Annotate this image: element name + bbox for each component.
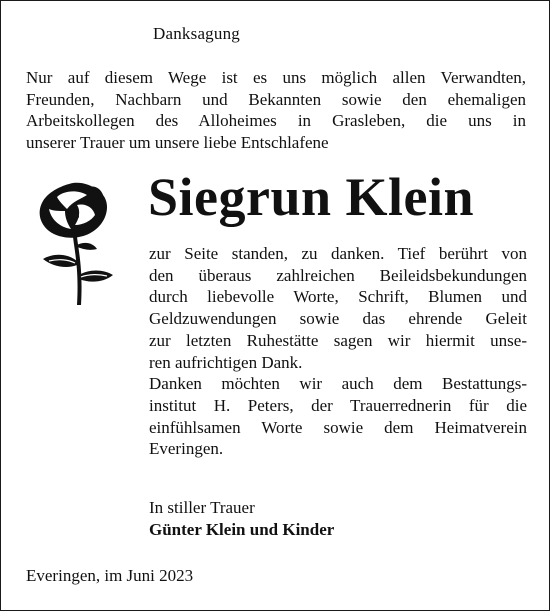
rose-icon (27, 179, 119, 307)
closing-block (149, 497, 334, 541)
closing-phrase: In stiller Trauer (149, 498, 255, 517)
body-line: durch liebevolle Worte, Schrift, Blumen und (149, 287, 527, 307)
body-line: Geldzuwendungen sowie das ehrende Geleit (149, 309, 527, 329)
intro-line: unserer Trauer um unsere liebe Entschlafene (26, 132, 329, 152)
body-line: Danken möchten wir auch dem Bestattungs- (149, 374, 527, 394)
place-date: Everingen, im Juni 2023 (26, 566, 194, 585)
body-line: zur letzten Ruhestätte sagen wir hiermit unse- (149, 330, 527, 350)
body-paragraph (149, 243, 527, 460)
deceased-name: Siegrun Klein (148, 167, 475, 227)
body-line: Everingen. (149, 439, 224, 459)
intro-paragraph (26, 67, 526, 153)
body-line: institut H. Peters, der Trauerrednerin für die (149, 395, 527, 415)
body-line: einfühlsamen Worte sowie dem Heimatverein (149, 417, 527, 437)
intro-line: Freunden, Nachbarn und Bekannten sowie den ehemaligen (26, 89, 526, 109)
intro-line: Arbeitskollegen des Alloheimes in Grasleben, die uns in (26, 111, 526, 130)
body-line: zur Seite standen, zu danken. Tief berührt von (149, 244, 527, 263)
heading: Danksagung (153, 24, 240, 43)
family-signature: Günter Klein und Kinder (149, 520, 335, 539)
intro-line: Nur auf diesem Wege ist es uns möglich allen Verwandten, (26, 68, 526, 87)
body-line: den überaus zahlreichen Beileidsbekundungen (149, 265, 527, 285)
body-line: ren aufrichtigen Dank. (149, 352, 303, 372)
